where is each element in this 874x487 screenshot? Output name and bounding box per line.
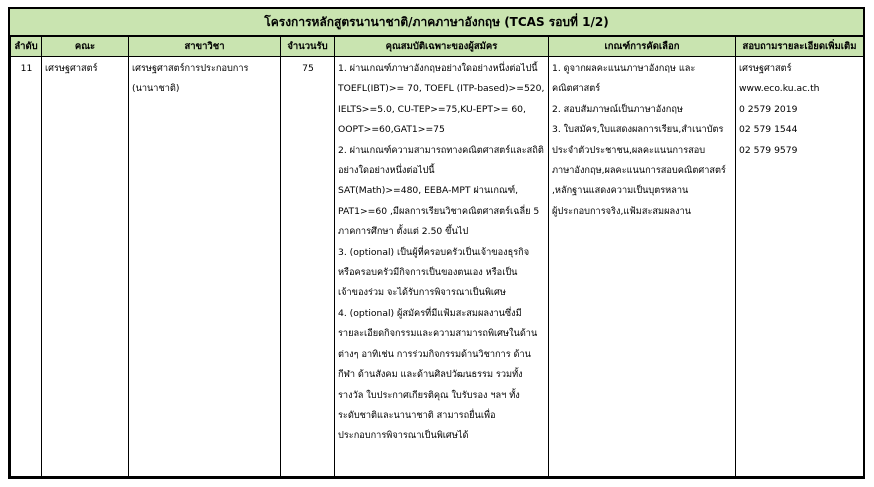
cell-contact — [736, 57, 864, 477]
qualification-line: 3. (optional) เป็นผู้ที่ครอบครัวเป็นเจ้าของธุรกิจ — [338, 246, 530, 258]
header-qualifications: คุณสมบัติเฉพาะของผู้สมัคร — [335, 37, 549, 57]
table-row — [11, 57, 864, 477]
qualification-line: IELTS>=5.0, CU-TEP>=75,KU-EPT>= 60, — [338, 103, 526, 115]
qualification-line: OOPT>=60,GAT1>=75 — [338, 124, 445, 136]
header-seats: จำนวนรับ — [281, 37, 335, 57]
header-contact: สอบถามรายละเอียดเพิ่มเติม — [736, 37, 864, 57]
qualification-line: TOEFL(IBT)>= 70, TOEFL (ITP-based)>=520, — [338, 83, 545, 95]
criteria-line: ,หลักฐานแสดงความเป็นบุตรหลาน — [552, 185, 689, 197]
major-line: (นานาชาติ) — [132, 83, 180, 95]
qualification-line: PAT1>=60 ,มีผลการเรียนวิชาคณิตศาสตร์เฉลี่ย 5 — [338, 205, 540, 217]
cell-seats — [281, 57, 335, 477]
qualification-line: รายละเอียดกิจกรรมและความสามารถพิเศษในด้าน — [338, 328, 538, 340]
sheet-title: โครงการหลักสูตรนานาชาติ/ภาคภาษาอังกฤษ (TCAS รอบที่ 1/2) — [10, 9, 863, 36]
qualification-line: หรือครอบครัวมีกิจการเป็นของตนเอง หรือเป็น — [338, 267, 518, 279]
cell-major — [129, 57, 281, 477]
header-row — [11, 37, 864, 57]
qualification-line: ต่างๆ อาทิเช่น การร่วมกิจกรรมด้านวิชาการ ด้าน — [338, 348, 531, 360]
qualification-line: ระดับชาติและนานาชาติ สามารถยื่นเพื่อ — [338, 409, 496, 421]
cell-criteria — [549, 57, 736, 477]
row-number: 11 — [20, 63, 33, 74]
qualification-line: กีฬา ด้านสังคม และด้านศิลปวัฒนธรรม รวมทั้ง — [338, 369, 523, 381]
qualification-line: อย่างใดอย่างหนึ่งต่อไปนี้ — [338, 165, 435, 177]
criteria-line: 1. ดูจากผลคะแนนภาษาอังกฤษ และ — [552, 63, 696, 74]
contact-line: 02 579 1544 — [739, 124, 798, 136]
criteria-line: ประจำตัวประชาชน,ผลคะแนนการสอบ — [552, 144, 706, 156]
qualification-line: 4. (optional) ผู้สมัครที่มีแฟ้มสะสมผลงานซึ่งมี — [338, 307, 522, 319]
qualification-line: ประกอบการพิจารณาเป็นพิเศษได้ — [338, 430, 469, 442]
criteria-line: ภาษาอังกฤษ,ผลคะแนนการสอบคณิตศาสตร์ — [552, 165, 726, 177]
contact-line: 0 2579 2019 — [739, 103, 798, 115]
qualification-line: SAT(Math)>=480, EEBA-MPT ผ่านเกณฑ์, — [338, 185, 519, 197]
major-line: เศรษฐศาสตร์การประกอบการ — [132, 63, 249, 74]
criteria-line: 2. สอบสัมภาษณ์เป็นภาษาอังกฤษ — [552, 103, 683, 115]
cell-no — [11, 57, 42, 477]
qualification-line: ภาคการศึกษา ตั้งแต่ 2.50 ขึ้นไป — [338, 226, 469, 238]
cell-faculty — [42, 57, 129, 477]
program-table — [10, 36, 864, 477]
program-sheet — [8, 7, 865, 479]
criteria-line: ผู้ประกอบการจริง,แฟ้มสะสมผลงาน — [552, 205, 692, 217]
contact-line: เศรษฐศาสตร์ — [739, 63, 792, 74]
criteria-line: คณิตศาสตร์ — [552, 83, 601, 95]
header-faculty: คณะ — [42, 37, 129, 57]
qualification-line: 2. ผ่านเกณฑ์ความสามารถทางคณิตศาสตร์และสถิติ — [338, 144, 544, 156]
header-no: ลำดับ — [11, 37, 42, 57]
contact-line: 02 579 9579 — [739, 144, 798, 156]
seats-value: 75 — [302, 63, 314, 74]
criteria-line: 3. ใบสมัคร,ใบแสดงผลการเรียน,สำเนาบัตร — [552, 124, 724, 136]
qualification-line: เจ้าของร่วม จะได้รับการพิจารณาเป็นพิเศษ — [338, 287, 506, 299]
header-criteria: เกณฑ์การคัดเลือก — [549, 37, 736, 57]
qualification-line: 1. ผ่านเกณฑ์ภาษาอังกฤษอย่างใดอย่างหนึ่งต่อไปนี้ — [338, 63, 538, 74]
cell-qualifications — [335, 57, 549, 477]
header-major: สาขาวิชา — [129, 37, 281, 57]
qualification-line: รางวัล ใบประกาศเกียรติคุณ ใบรับรอง ฯลฯ ทั้ง — [338, 389, 520, 401]
faculty-name: เศรษฐศาสตร์ — [45, 63, 98, 74]
contact-line: www.eco.ku.ac.th — [739, 83, 820, 95]
